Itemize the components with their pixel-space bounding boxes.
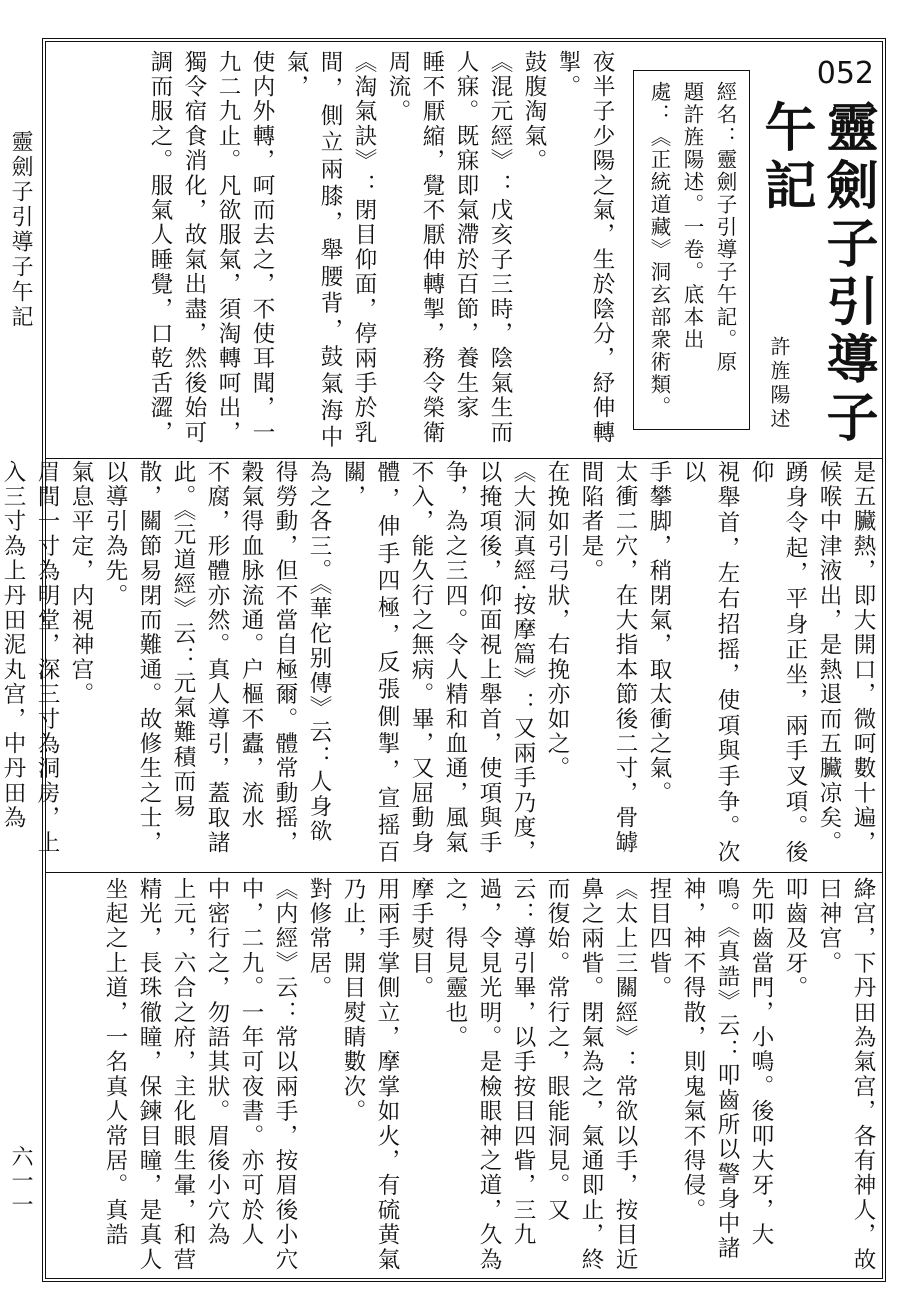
section-2	[0, 460, 880, 865]
text-line: 體，伸手四極，反張側掣，宣摇百關，	[340, 460, 400, 865]
text-line: 間，側立兩膝，舉腰背，鼓氣海中氣，	[283, 50, 343, 450]
text-line: 不腐，形體亦然。真人導引，蓋取諸	[204, 460, 230, 856]
info-box	[633, 70, 750, 430]
text-line: 《内經》云：常以兩手，按眉後小穴	[272, 877, 298, 1273]
text-line: 此。《元道經》云：元氣難積而易	[170, 460, 196, 820]
text-line: 絳宫，下丹田為氣宫，各有神人，故	[850, 877, 876, 1273]
text-line: 是五臟熱，即大開口，微呵數十遍，	[850, 460, 876, 856]
entry-number: 052	[816, 56, 874, 91]
text-line: 睡不厭縮，覺不厭伸轉掣，務令榮衛	[419, 50, 445, 446]
text-line: 散，關節易閉而難通。故修生之士，	[136, 460, 162, 856]
text-line: 精光，長珠徹瞳，保鍊目瞳，是真人	[136, 877, 162, 1273]
text-line: 為之各三。《華佗别傳》云：人身欲	[306, 460, 332, 844]
text-line: 《太上三關經》：常欲以手，按目近	[612, 877, 638, 1273]
text-line: 九二九止。凡欲服氣，須淘轉呵出，	[215, 50, 241, 446]
section-divider-1	[46, 458, 882, 459]
text-line: 調而服之。服氣人睡覺，口乾舌澀，	[147, 50, 173, 446]
text-line: 手攀脚，稍閉氣，取太衝之氣。	[646, 460, 672, 806]
info-line: 題許旌陽述。一卷。底本出	[680, 81, 704, 351]
text-line: 不入，能久行之無病。畢，又屈動身	[408, 460, 434, 856]
text-line: 云：導引畢，以手按目四眥，三九	[510, 877, 536, 1248]
section-3-text	[98, 877, 880, 1277]
text-line: 使内外轉，呵而去之，不使耳聞，一	[249, 50, 275, 446]
text-line: 《大洞真經·按摩篇》：又兩手乃度，	[510, 460, 536, 865]
text-line: 先叩齒當門，小鳴。後叩大牙，大	[748, 877, 774, 1248]
section-divider-2	[46, 872, 882, 873]
text-line: 以掩項後，仰面視上舉首，使項與手	[476, 460, 502, 856]
text-line: 氣息平定，内視神宫。	[68, 460, 94, 707]
text-line: 視舉首，左右招摇，使項與手争。次以	[680, 460, 740, 865]
section-3	[60, 877, 880, 1277]
text-line: 獨令宿食消化，故氣出盡，然後始可	[181, 50, 207, 446]
text-line: 鼻之兩眥。閉氣為之，氣通即止，終	[578, 877, 604, 1273]
text-line: 中，二九。一年可夜書。亦可於人	[238, 877, 264, 1248]
text-line: 鳴。《真誥》云：叩齒所以警身中諸	[714, 877, 740, 1261]
text-line: 間陷者是。	[578, 460, 604, 584]
running-title: 靈劍子引導子午記	[8, 130, 33, 330]
text-line: 穀氣得血脉流通。户樞不蠹，流水	[238, 460, 264, 831]
text-line: 争，為之三四。令人精和血通，風氣	[442, 460, 468, 856]
text-line: 踴身令起，平身正坐，兩手叉項。後仰	[748, 460, 808, 865]
text-line: 對修常居。	[306, 877, 332, 1001]
info-line: 處：《正統道藏》洞玄部衆術類。	[647, 81, 671, 419]
text-line: 眉間一寸為明堂，深三寸為洞房，上	[34, 460, 60, 856]
text-line: 《混元經》：戊亥子三時，陰氣生而	[487, 50, 513, 446]
author: 許旌陽述	[767, 336, 791, 432]
text-line: 夜半子少陽之氣，生於陰分，紓伸轉	[589, 50, 615, 446]
text-line: 《淘氣訣》：閉目仰面，停兩手於乳	[351, 50, 377, 446]
text-line: 而復始。常行之，眼能洞見。又	[544, 877, 570, 1223]
text-line: 摩手熨目。	[408, 877, 434, 1001]
text-line: 得勞動，但不當自極爾。體常動摇，	[272, 460, 298, 856]
section-1-text	[143, 50, 619, 450]
text-line: 叩齒及牙。	[782, 877, 808, 1001]
text-line: 捏目四眥。	[646, 877, 672, 1001]
text-line: 坐起之上道，一名真人常居。真誥	[102, 877, 128, 1248]
page-title: 靈劍子引導子午記	[755, 100, 877, 448]
text-line: 周流。	[385, 50, 411, 125]
text-line: 在挽如引弓狀，右挽亦如之。	[544, 460, 570, 782]
text-line: 乃止，開目熨睛數次。	[340, 877, 366, 1124]
page-number: 六一一	[8, 1145, 33, 1217]
text-line: 用兩手掌側立，摩掌如火，有硫黄氣	[374, 877, 400, 1273]
text-line: 鼓腹淘氣。	[521, 50, 547, 174]
text-line: 中密行之，勿語其狀。眉後小穴為	[204, 877, 230, 1248]
text-line: 之，得見靈也。	[442, 877, 468, 1050]
section-2-text	[0, 460, 880, 865]
author-column	[760, 50, 802, 450]
text-line: 太衝二穴，在大指本節後二寸，骨罅	[612, 460, 638, 856]
info-line: 經名：靈劍子引導子午記。原	[713, 81, 737, 374]
text-line: 人寐。既寐即氣滯於百節，養生家	[453, 50, 479, 421]
text-line: 以導引為先。	[102, 460, 128, 609]
text-line: 候喉中津液出，是熱退而五臟凉矣。	[816, 460, 842, 856]
text-line: 上元，六合之府，主化眼生暈，和营	[170, 877, 196, 1273]
text-line: 過，令見光明。是檢眼神之道，久為	[476, 877, 502, 1273]
section-1	[60, 50, 880, 450]
text-line: 入三寸為上丹田泥丸宫，中丹田為	[0, 460, 26, 831]
text-line: 曰神宫。	[816, 877, 842, 976]
text-line: 掣。	[555, 50, 581, 100]
text-line: 神，神不得散，則鬼氣不得侵。	[680, 877, 706, 1223]
